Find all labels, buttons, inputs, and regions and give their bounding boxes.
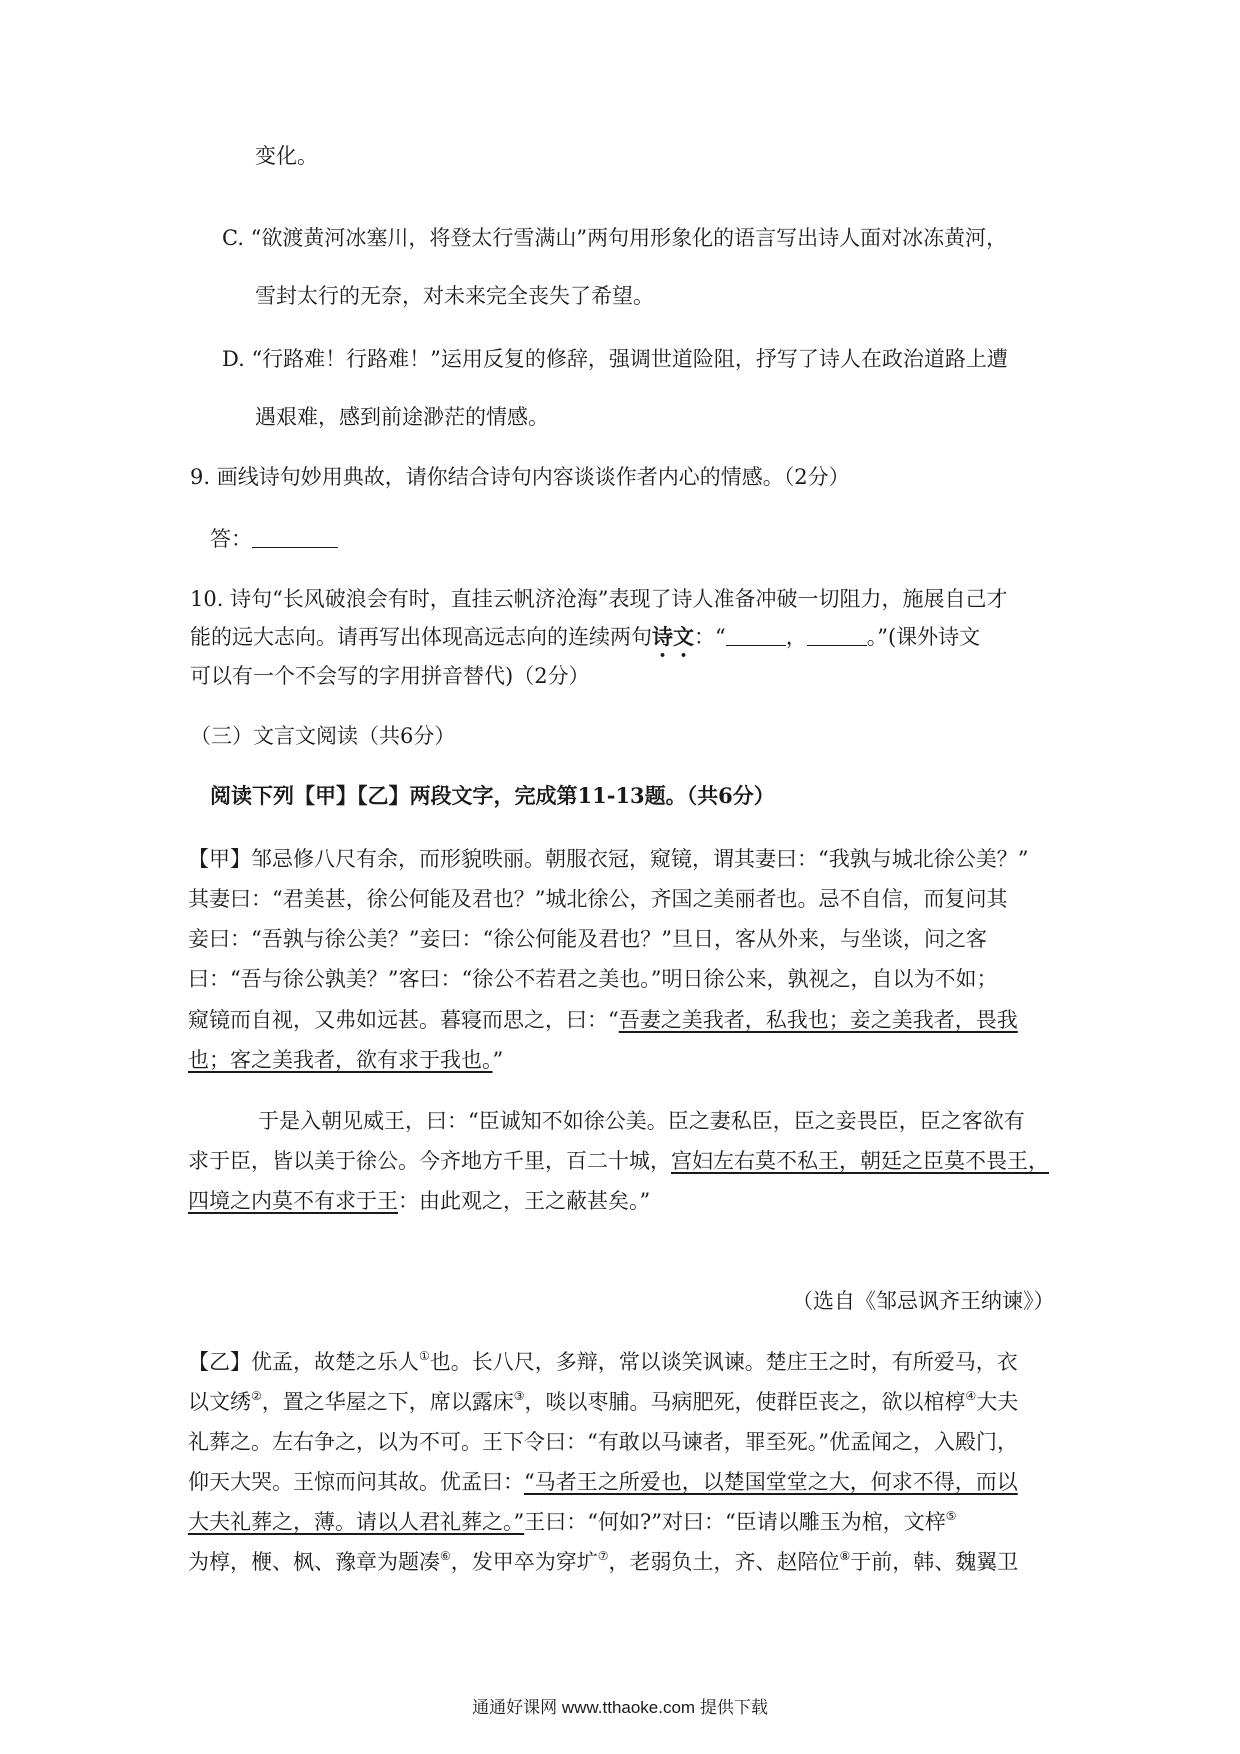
jia-p2-end: ：由此观之，王之蔽甚矣。” — [398, 1189, 651, 1213]
answer-label: 答： — [210, 527, 252, 551]
answer-blank — [252, 527, 338, 548]
yi-text: ，置之华屋之下，席以露床 — [261, 1390, 514, 1414]
jia-underlined-1: 吾妻之美我者，私我也；妾之美我者，畏我 — [618, 1008, 1018, 1032]
option-c-line1: C. “欲渡黄河冰塞川，将登太行雪满山”两句用形象化的语言写出诗人面对冰冻黄河， — [222, 226, 1008, 250]
q10-text-end: 。”(课外诗文 — [866, 625, 981, 649]
question-9-answer — [210, 525, 338, 553]
yi-underlined-1: “马者王之所爱也，以楚国堂堂之大，何求不得，而以 — [524, 1470, 1018, 1494]
footnote-marker: ⑦ — [597, 1549, 609, 1563]
instruction: 阅读下列【甲】【乙】两段文字，完成第11-13题。（共6分） — [210, 783, 775, 808]
question-9: 9. 画线诗句妙用典故，请你结合诗句内容谈谈作者内心的情感。（2分） — [190, 465, 850, 489]
q10-text-a: 能的远大志向。请再写出体现高远志向的连续两句 — [190, 625, 652, 649]
jia-p2-line-3 — [188, 1187, 650, 1215]
footnote-marker: ⑥ — [440, 1549, 451, 1563]
footnote-marker: ② — [251, 1389, 262, 1403]
footnote-marker: ⑤ — [945, 1509, 957, 1523]
yi-line-2 — [188, 1388, 1018, 1416]
jia-underlined-3: 宫妇左右莫不私王，朝廷之臣莫不畏王， — [671, 1149, 1049, 1173]
yi-text: ，啖以枣脯。马病肥死，使群臣丧之，欲以棺椁 — [524, 1390, 966, 1414]
yi-line-6 — [188, 1548, 1018, 1576]
yi-text: 于前，韩、魏翼卫 — [850, 1550, 1019, 1574]
yi-text: 以文绣 — [188, 1390, 251, 1414]
yi-text: ，老弱负土，齐、赵陪位 — [608, 1550, 840, 1574]
q10-blank-2 — [807, 625, 867, 646]
yi-text: 王曰：“何如?”对曰：“臣请以雕玉为棺，文梓 — [524, 1510, 946, 1534]
jia-underlined-2: 也；客之美我者，欲有求于我也。 — [188, 1048, 493, 1072]
jia-line-6-end: ” — [492, 1048, 504, 1072]
yi-line-1 — [188, 1348, 1018, 1376]
jia-p2-text: 求于臣，皆以美于徐公。今齐地方千里，百二十城， — [188, 1149, 671, 1173]
page-footer: 通通好课网 www.tthaoke.com 提供下载 — [472, 1698, 768, 1717]
question-10-line2 — [190, 623, 980, 662]
jia-p2-line-2 — [188, 1147, 1049, 1175]
jia-line-2: 其妻曰：“君美甚，徐公何能及君也？”城北徐公，齐国之美丽者也。忌不自信，而复问其 — [188, 887, 1008, 911]
jia-line-3: 妾曰：“吾孰与徐公美？”妾曰：“徐公何能及君也？”旦日，客从外来，与坐谈，问之客 — [188, 927, 987, 951]
jia-line-1: 【甲】邹忌修八尺有余，而形貌昳丽。朝服衣冠，窥镜，谓其妻曰：“我孰与城北徐公美？” — [188, 847, 1029, 871]
q10-comma: ， — [785, 625, 807, 649]
yi-text: 大夫 — [976, 1390, 1019, 1414]
yi-text: 为椁，楩、枫、豫章为题凑 — [188, 1550, 440, 1574]
option-d-line1: D. “行路难！行路难！”运用反复的修辞，强调世道险阻，抒写了诗人在政治道路上遭 — [222, 347, 1008, 371]
q10-emphasis: 诗文 — [652, 624, 694, 649]
footnote-marker: ⑧ — [839, 1549, 851, 1563]
yi-text: ，发甲卒为穿圹 — [450, 1550, 598, 1574]
jia-underlined-4: 四境之内莫不有求于王 — [188, 1189, 398, 1213]
jia-line-5-text: 窥镜而自视，又弗如远甚。暮寝而思之，曰：“ — [188, 1008, 619, 1032]
yi-text: 仰天大哭。王惊而问其故。优孟曰： — [188, 1470, 524, 1494]
option-b-tail: 变化。 — [255, 144, 318, 168]
yi-underlined-2: 大夫礼葬之，薄。请以人君礼葬之。” — [188, 1510, 525, 1534]
question-10-line1: 10. 诗句“长风破浪会有时，直挂云帆济沧海”表现了诗人准备冲破一切阻力，施展自己才 — [190, 587, 1008, 611]
option-d-line2: 遇艰难，感到前途渺茫的情感。 — [255, 405, 549, 429]
yi-line-4 — [188, 1468, 1018, 1496]
footnote-marker: ③ — [513, 1389, 525, 1403]
option-c-line2: 雪封太行的无奈，对未来完全丧失了希望。 — [255, 284, 654, 308]
yi-line-5 — [188, 1508, 956, 1536]
yi-line-3: 礼葬之。左右争之，以为不可。王下令曰：“有敢以马谏者，罪至死。”优孟闻之，入殿门， — [188, 1430, 1018, 1454]
section-3-title: （三）文言文阅读（共6分） — [190, 724, 456, 748]
yi-text: 【乙】优孟，故楚之乐人 — [188, 1350, 419, 1374]
q10-blank-1 — [726, 625, 786, 646]
jia-line-6 — [188, 1046, 503, 1074]
yi-text: 也。长八尺，多辩，常以谈笑讽谏。楚庄王之时，有所爱马，衣 — [429, 1350, 1018, 1374]
footnote-marker: ④ — [965, 1389, 977, 1403]
jia-line-5 — [188, 1006, 1018, 1034]
jia-line-4: 曰：“吾与徐公孰美？”客曰：“徐公不若君之美也。”明日徐公来，孰视之，自以为不如； — [188, 967, 998, 991]
footnote-marker: ① — [419, 1349, 430, 1363]
question-10-line3: 可以有一个不会写的字用拼音替代)（2分） — [190, 664, 590, 688]
jia-source: （选自《邹忌讽齐王纳谏》） — [792, 1289, 1055, 1313]
q10-text-b: ：“ — [694, 625, 726, 649]
jia-p2-line-1: 于是入朝见威王，曰：“臣诚知不如徐公美。臣之妻私臣，臣之妾畏臣，臣之客欲有 — [258, 1109, 1025, 1133]
